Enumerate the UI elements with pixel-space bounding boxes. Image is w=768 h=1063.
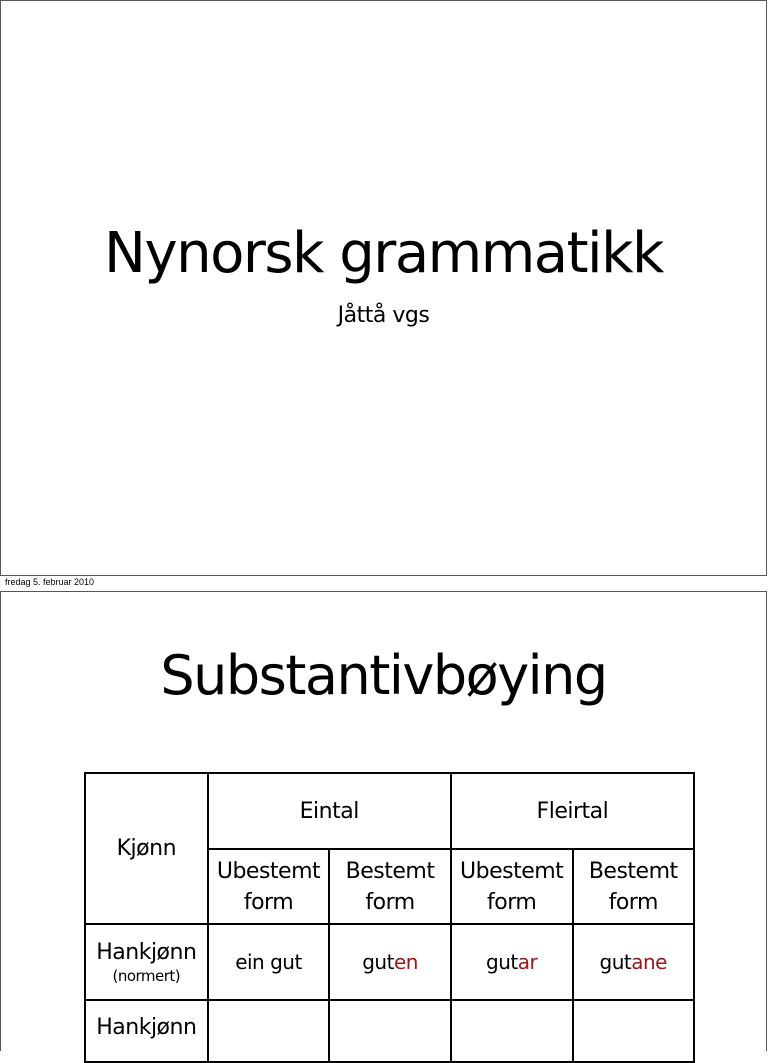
word-stem: gut <box>486 949 518 974</box>
table-cell <box>208 1000 330 1062</box>
table-cell <box>573 924 695 1000</box>
word-ending: ar <box>517 949 538 974</box>
subheader-cell <box>208 849 330 924</box>
table-cell <box>329 1000 450 1062</box>
table-cell <box>329 924 450 1000</box>
inflection-table <box>84 772 695 1063</box>
row-label: Hankjønn <box>96 1015 197 1040</box>
table-row <box>85 924 694 1000</box>
row-header <box>85 1000 208 1062</box>
slide-title: Nynorsk grammatikk <box>104 221 663 286</box>
table-cell <box>451 924 573 1000</box>
slide-title: Substantivbøying <box>160 644 607 707</box>
subheader-line: form <box>608 889 658 915</box>
subheader-line: Bestemt <box>588 858 678 884</box>
subheader-cell <box>451 849 573 924</box>
group-header-plural: Fleirtal <box>451 773 694 849</box>
subheader-line: Ubestemt <box>216 858 321 884</box>
word-stem: gut <box>599 949 632 974</box>
table-header-row <box>85 773 694 849</box>
table-row <box>85 1000 694 1062</box>
slide-subtitle: Jåttå vgs <box>337 303 430 328</box>
subheader-line: form <box>243 889 294 915</box>
subheader-line: form <box>365 889 415 915</box>
slide-footer-date: fredag 5. februar 2010 <box>5 577 95 587</box>
table-cell <box>573 1000 695 1062</box>
row-label: Hankjønn <box>96 940 197 965</box>
word-stem: ein gut <box>235 949 302 974</box>
group-header-singular: Eintal <box>208 773 451 849</box>
row-header <box>85 924 208 1000</box>
subheader-line: form <box>487 889 537 915</box>
noun-inflection-slide <box>0 591 767 1051</box>
word-ending: ane <box>631 949 667 974</box>
subheader-cell <box>329 849 450 924</box>
row-note: (normert) <box>112 967 181 985</box>
word-stem: gut <box>362 949 394 974</box>
corner-header: Kjønn <box>85 773 208 924</box>
table-cell <box>208 924 330 1000</box>
word-ending: en <box>393 949 418 974</box>
subheader-line: Ubestemt <box>460 858 564 884</box>
table-cell <box>451 1000 573 1062</box>
subheader-cell <box>573 849 695 924</box>
subheader-line: Bestemt <box>345 858 435 884</box>
